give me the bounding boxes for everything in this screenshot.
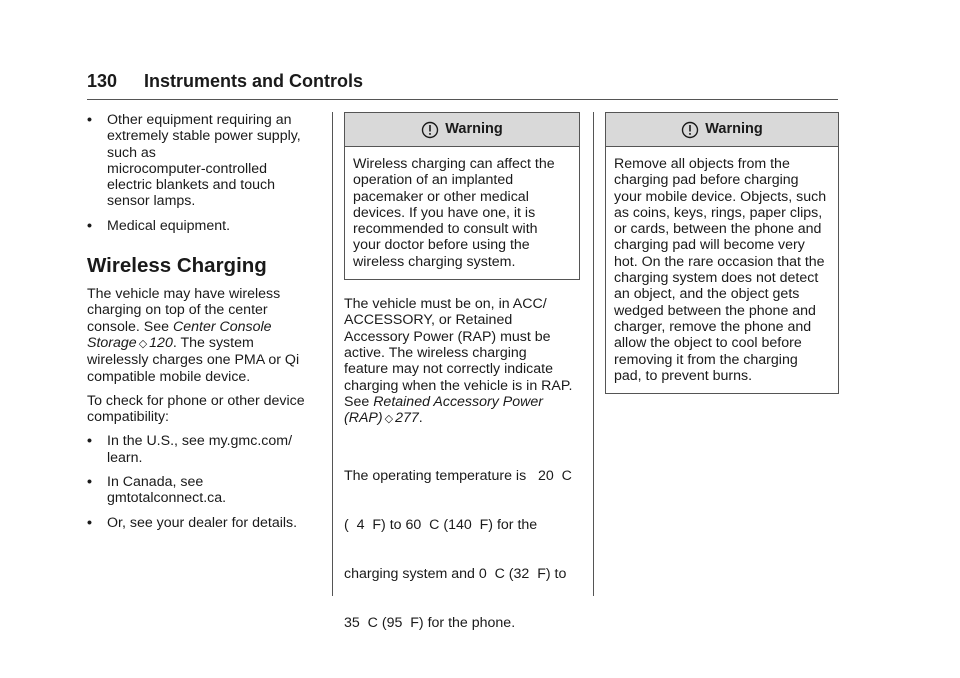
section-title: Instruments and Controls xyxy=(144,71,364,91)
page-header xyxy=(87,69,838,100)
list-item: • In Canada, see gmtotalconnect.ca. xyxy=(87,474,227,507)
cross-reference-link[interactable]: (RAP) xyxy=(344,410,383,427)
paragraph: The vehicle may have wireless charging on top of the center console. See Center Console Storage ◇ 120. The system wirelessly charges one PMA or Qi compatible mobile device. xyxy=(87,286,300,385)
warning-header xyxy=(345,113,579,147)
list-item-text: Medical equipment. xyxy=(107,217,231,234)
page-ref-number[interactable]: 120 xyxy=(149,334,173,351)
paragraph: The operating temperature is 20 C ( 4 F) to 60 C (140 F) for the charging system and 0 C (32 F) to 35 C (95 F) for the phone. xyxy=(344,468,572,631)
cross-reference-link[interactable]: Retained Accessory Power xyxy=(373,393,543,410)
warning-icon xyxy=(421,121,439,139)
bullet-icon: • xyxy=(87,112,92,128)
list-item-text: electric blankets and touch xyxy=(107,177,275,194)
section-heading: Wireless Charging xyxy=(87,254,267,278)
list-item-text: extremely stable power supply, xyxy=(107,128,301,145)
page-ref-icon: ◇ xyxy=(138,337,148,350)
warning-header xyxy=(606,113,838,147)
list-item-text: Other equipment requiring an xyxy=(107,112,292,128)
paragraph: To check for phone or other device compatibility: xyxy=(87,392,305,426)
column-divider xyxy=(593,112,594,596)
warning-box xyxy=(605,112,839,394)
cross-reference-link[interactable]: Center Console xyxy=(172,318,272,335)
page-number: 130 xyxy=(87,71,118,91)
paragraph: The vehicle must be on, in ACC/ ACCESSORY, or Retained Accessory Power (RAP) must be active. The wireless charging feature may not correctly indicate charging when the vehicle is in RAP. See Retained Accessory Power (RAP) ◇ 277. xyxy=(344,296,573,427)
bullet-icon: • xyxy=(87,217,92,234)
warning-title: Warning xyxy=(445,121,503,138)
list-item-text: such as xyxy=(107,144,156,161)
bullet-icon: • xyxy=(87,474,92,491)
page-ref-number[interactable]: 277 xyxy=(395,410,419,427)
list-item xyxy=(87,218,315,234)
list-item xyxy=(87,112,315,210)
column-left xyxy=(87,112,315,539)
list-item-text: sensor lamps. xyxy=(107,193,196,210)
column-middle xyxy=(344,112,580,672)
list-item: • Or, see your dealer for details. xyxy=(87,514,298,531)
list-item: • In the U.S., see my.gmc.com/ learn. xyxy=(87,433,293,466)
bullet-icon: • xyxy=(87,514,92,531)
bullet-icon: • xyxy=(87,433,92,450)
column-divider xyxy=(332,112,333,596)
warning-text: Wireless charging can affect the operation of an implanted pacemaker or other medical devices. If you have one, it is recommended to consult with your doctor before using the wireless charging system. xyxy=(353,156,555,270)
warning-title: Warning xyxy=(705,121,763,138)
warning-box xyxy=(344,112,580,280)
column-right xyxy=(605,112,839,410)
list-item-text: microcomputer-controlled xyxy=(107,160,268,177)
warning-icon xyxy=(681,121,699,139)
warning-text: Remove all objects from the charging pad before charging your mobile device. Objects, such as coins, keys, rings, paper clips, or cards, between the phone and charging pad will become very hot. On the rare occasion that the charging system does not detect an object, and the object gets wedged between the phone and charger, remove the phone and allow the object to cool before removing it from the charging pad, to prevent burns. xyxy=(614,156,827,384)
cross-reference-link[interactable]: Storage xyxy=(87,334,137,351)
page-ref-icon: ◇ xyxy=(384,413,394,426)
